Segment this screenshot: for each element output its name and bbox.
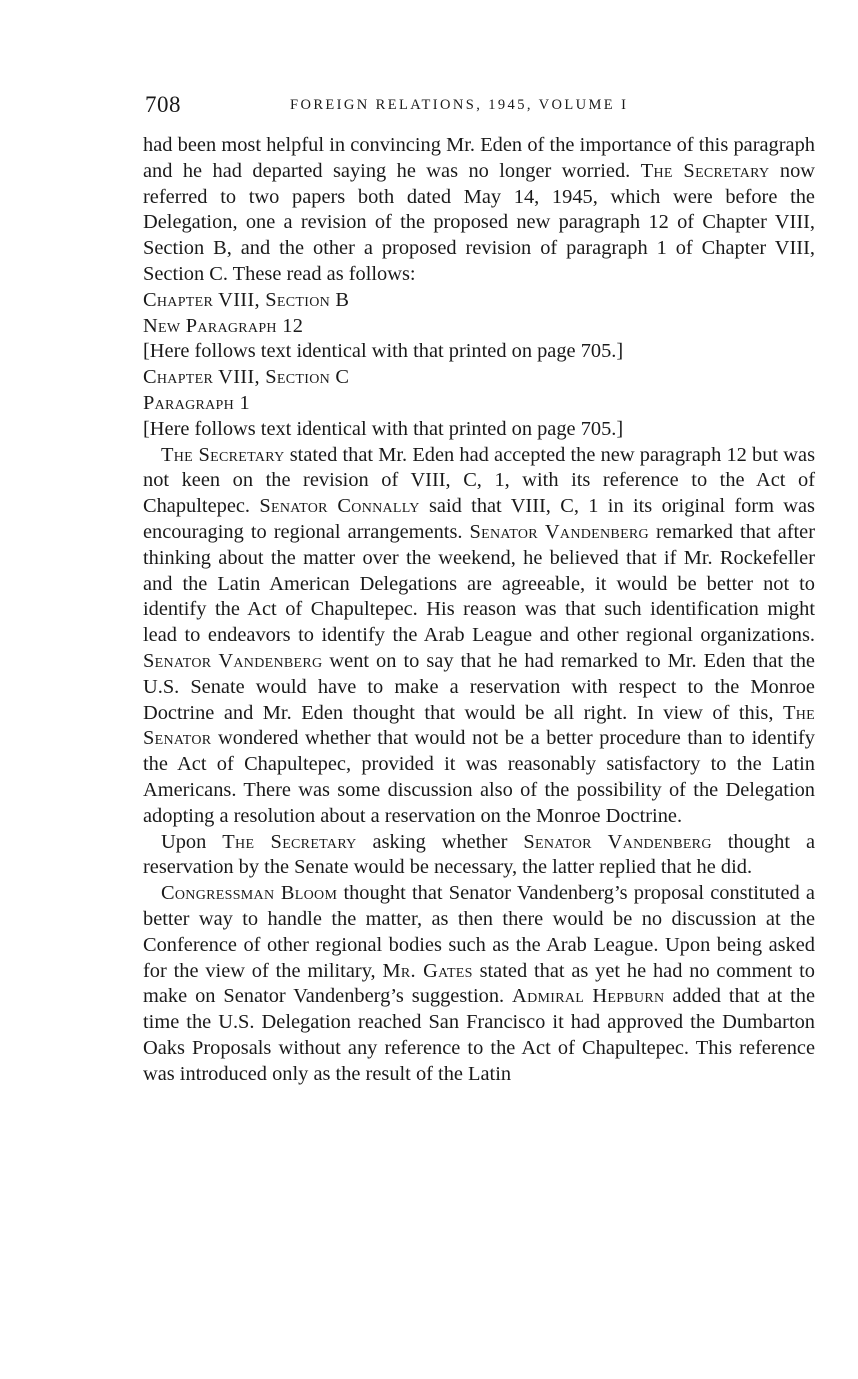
text-run: thought that Senator Vandenberg’s proposal constituted a better way to handle the matter, as then there would be no discussion at the Conference of other regional bodies such as the Arab League. Upon being asked for the view of the military,	[143, 882, 815, 982]
text-run: remarked that after thinking about the matter over the weekend, he believed that if Mr. Rockefeller and the Latin American Delegations are agreeable, it would be better not to identify the Act of Chapultepec. His reason was that such identification might lead to endeavors to identify the Arab League and other regional organizations.	[143, 520, 815, 647]
page-header	[145, 92, 813, 122]
speaker-name: Senator Connally	[259, 495, 420, 518]
text-run: went on to say that he had remarked to Mr. Eden that the U.S. Senate would have to make a reservation with respect to the Monroe Doctrine and Mr. Eden thought that would be all right. In view of this,	[143, 649, 815, 724]
speaker-name: The Senator	[143, 701, 815, 750]
text-run: wondered whether that would not be a better procedure than to identify the Act of Chapultepec, provided it was reasonably satisfactory to the Latin Americans. There was some discussion also of the possibility of the Delegation adopting a resolution about a reservation on the Monroe Doctrine.	[143, 727, 815, 827]
text-run: thought a reservation by the Senate would be necessary, the latter replied that he did.	[143, 830, 816, 879]
text-run: had been most helpful in convincing Mr. Eden of the importance of this paragraph and he had departed saying he was no longer worried.	[143, 134, 815, 182]
text-run: said that VIII, C, 1 in its original form was encouraging to regional arrangements.	[143, 495, 815, 543]
speaker-name: The Secretary	[640, 159, 770, 182]
section-c-paragraph-heading: Paragraph 1	[143, 391, 250, 414]
paragraph-4	[143, 881, 815, 1087]
paragraph-1	[143, 133, 815, 288]
text-run: stated that Mr. Eden had accepted the new paragraph 12 but was not keen on the revision of VIII, C, 1, with its reference to the Act of Chapultepec.	[143, 443, 815, 518]
speaker-name: Admiral Hepburn	[512, 985, 665, 1008]
speaker-name: Congressman Bloom	[161, 882, 338, 905]
section-c-chapter-heading: Chapter VIII, Section C	[143, 366, 350, 389]
text-run: Upon	[161, 830, 223, 853]
text-run: now referred to two papers both dated May 14, 1945, which were before the Delegation, one a revision of the proposed new paragraph 12 of Chapter VIII, Section B, and the other a proposed revision of paragraph 1 of Chapter VIII, Section C. These read as follows:	[143, 159, 816, 285]
paragraph-2	[143, 443, 815, 830]
text-run: stated that as yet he had no comment to make on Senator Vandenberg’s suggestion.	[143, 959, 815, 1008]
section-b-chapter-heading: Chapter VIII, Section B	[143, 288, 350, 311]
text-run: asking whether	[356, 830, 524, 853]
paragraph-3	[143, 830, 815, 882]
speaker-name: Mr. Gates	[382, 959, 473, 982]
section-c-editorial-note: [Here follows text identical with that printed on page 705.]	[143, 417, 624, 440]
body-text	[143, 133, 815, 1087]
speaker-name: Senator Vandenberg	[143, 649, 323, 672]
speaker-name: Senator Vandenberg	[523, 830, 712, 853]
speaker-name: The Secretary	[161, 443, 285, 466]
section-b-editorial-note: [Here follows text identical with that printed on page 705.]	[143, 340, 624, 363]
page-number: 708	[145, 92, 181, 117]
section-b-paragraph-heading: New Paragraph 12	[143, 314, 304, 337]
speaker-name: Senator Vandenberg	[469, 520, 649, 543]
speaker-name: The Secretary	[222, 830, 357, 853]
running-head: FOREIGN RELATIONS, 1945, VOLUME I	[290, 97, 629, 113]
text-run: added that at the time the U.S. Delegation reached San Francisco it had approved the Dumbarton Oaks Proposals without any reference to the Act of Chapultepec. This reference was introduced only as the result of the Latin	[143, 985, 815, 1085]
